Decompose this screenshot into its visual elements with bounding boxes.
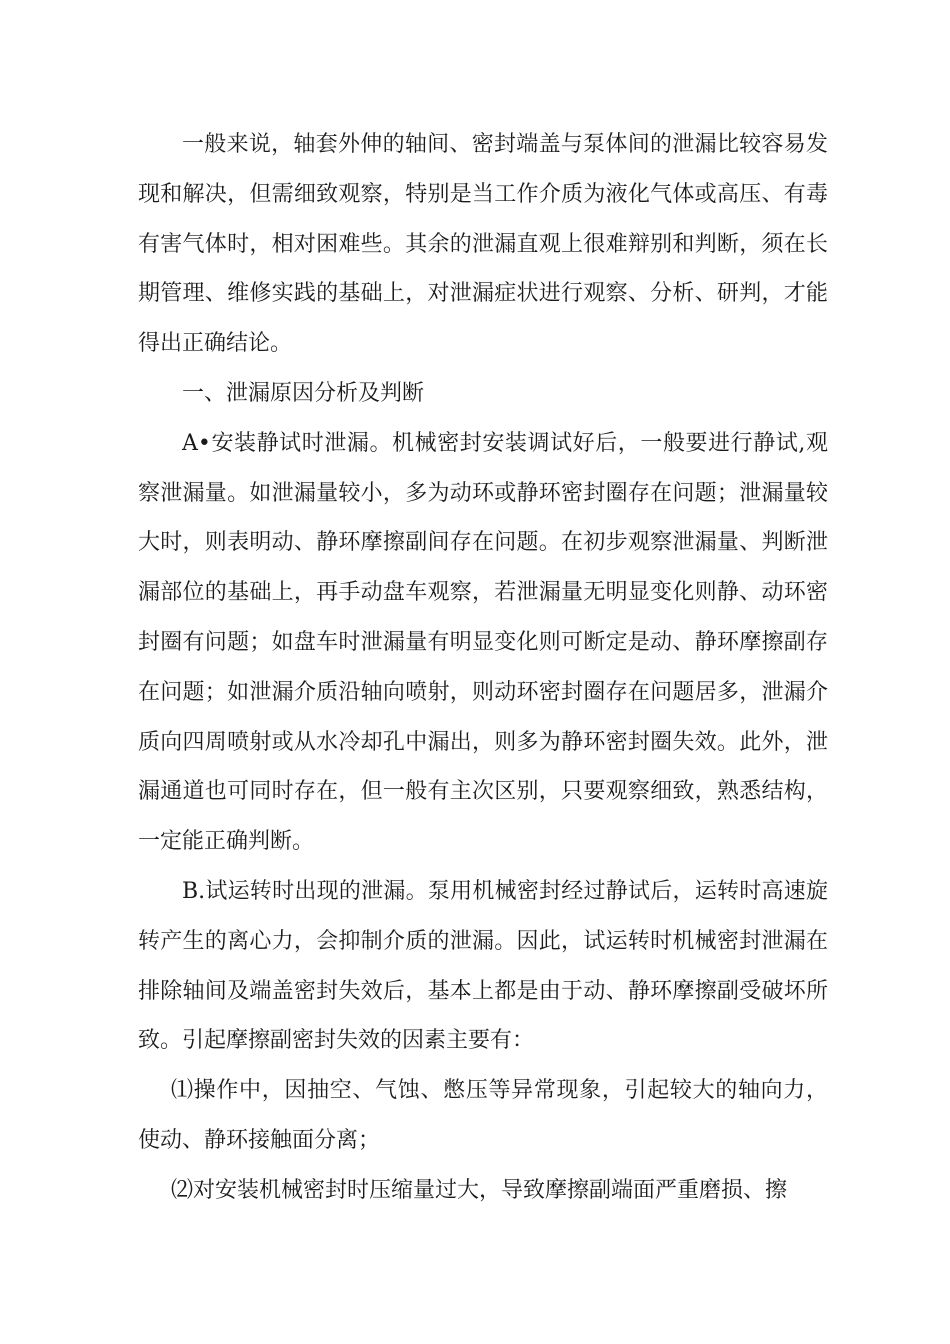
paragraph-static-test-leak: A•安装静试时泄漏。机械密封安装调试好后，一般要进行静试,观察泄漏量。如泄漏量较小，多为动环或静环密封圈存在问题；泄漏量较大时，则表明动、静环摩擦副间存在问题。在初步观察泄漏量、判断泄漏部位的基础上，再手动盘车观察，若泄漏量无明显变化则静、动环密封圈有问题；如盘车时泄漏量有明显变化则可断定是动、静环摩擦副存在问题；如泄漏介质沿轴向喷射，则动环密封圈存在问题居多，泄漏介质向四周喷射或从水冷却孔中漏出，则多为静环密封圈失效。此外，泄漏通道也可同时存在，但一般有主次区别，只要观察细致，熟悉结构，一定能正确判断。 — [138, 430, 828, 855]
section-heading: 一、泄漏原因分析及判断 — [182, 380, 425, 406]
paragraph-trial-run-leak: B.试运转时出现的泄漏。泵用机械密封经过静试后，运转时高速旋转产生的离心力，会抑制介质的泄漏。因此，试运转时机械密封泄漏在排除轴间及端盖密封失效后，基本上都是由于动、静环摩擦副受破坏所致。引起摩擦副密封失效的因素主要有： — [138, 878, 828, 1054]
document-body — [138, 120, 828, 1216]
list-item-2: ⑵对安装机械密封时压缩量过大，导致摩擦副端面严重磨损、擦 — [171, 1177, 788, 1203]
list-item-1: ⑴操作中，因抽空、气蚀、憋压等异常现象，引起较大的轴向力，使动、静环接触面分离； — [138, 1078, 828, 1153]
paragraph-intro: 一般来说，轴套外伸的轴间、密封端盖与泵体间的泄漏比较容易发现和解决，但需细致观察，特别是当工作介质为液化气体或高压、有毒有害气体时，相对困难些。其余的泄漏直观上很难辩别和判断，须在长期管理、维修实践的基础上，对泄漏症状进行观察、分析、研判，才能得出正确结论。 — [138, 132, 828, 357]
